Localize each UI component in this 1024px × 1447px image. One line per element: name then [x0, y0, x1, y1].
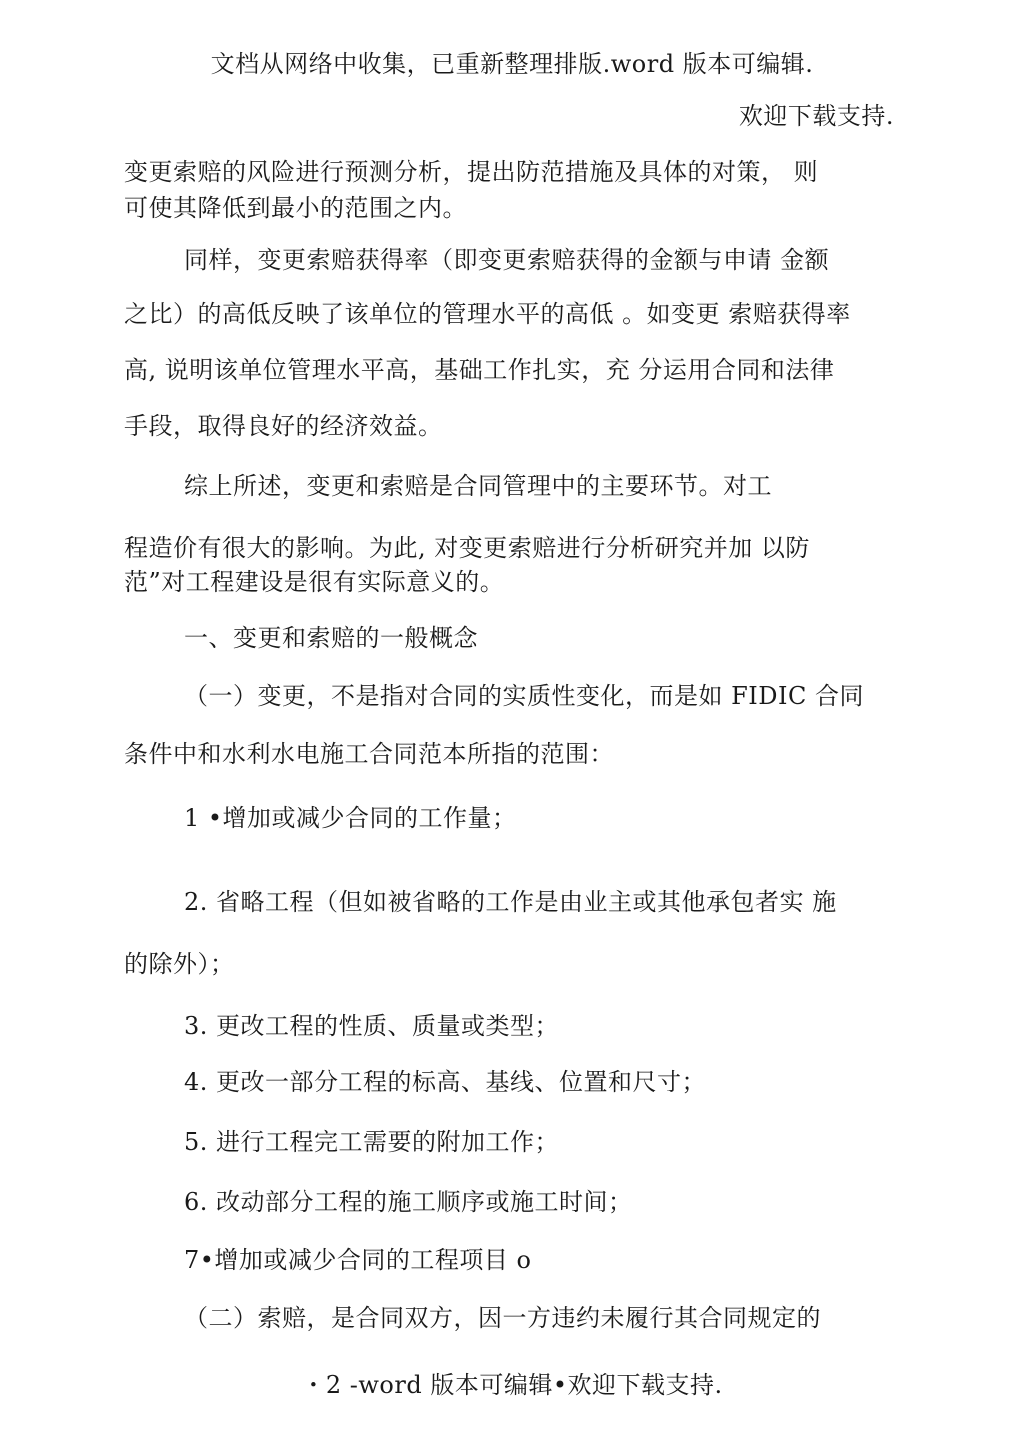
- paragraph-line: 同样，变更索赔获得率（即变更索赔获得的金额与申请 金额: [184, 246, 830, 274]
- paragraph-line: 变更索赔的风险进行预测分析，提出防范措施及具体的对策， 则: [124, 158, 819, 186]
- page-footer: ・2 -word 版本可编辑•欢迎下载支持.: [301, 1371, 723, 1399]
- paragraph-line: 之比）的高低反映了该单位的管理水平的高低 。如变更 索赔获得率: [124, 300, 851, 328]
- list-item: 2. 省略工程（但如被省略的工作是由业主或其他承包者实 施: [184, 888, 837, 916]
- list-item: 4. 更改一部分工程的标高、基线、位置和尺寸；: [184, 1068, 707, 1096]
- paragraph-line: 范”对工程建设是很有实际意义的。: [124, 568, 505, 596]
- list-item: 5. 进行工程完工需要的附加工作；: [184, 1128, 560, 1156]
- paragraph-line: 综上所述，变更和索赔是合同管理中的主要环节。对工: [184, 472, 772, 500]
- paragraph-line: 条件中和水利水电施工合同范本所指的范围：: [124, 740, 614, 768]
- paragraph-line: 程造价有很大的影响。为此, 对变更索赔进行分析研究并加 以防: [124, 534, 810, 562]
- paragraph-line: 手段，取得良好的经济效益。: [124, 412, 443, 440]
- list-item: 1 •增加或减少合同的工作量；: [184, 804, 517, 832]
- list-item-continuation: 的除外）；: [124, 950, 235, 978]
- list-item: 7•增加或减少合同的工程项目 o: [184, 1246, 532, 1274]
- page-header-right: 欢迎下载支持.: [738, 102, 894, 130]
- page-header-top: 文档从网络中收集，已重新整理排版.word 版本可编辑.: [210, 50, 814, 78]
- paragraph-line: （一）变更，不是指对合同的实质性变化，而是如 FIDIC 合同: [184, 682, 864, 710]
- paragraph-line: （二）索赔，是合同双方，因一方违约未履行其合同规定的: [184, 1304, 821, 1332]
- section-heading: 一、变更和索赔的一般概念: [184, 624, 478, 652]
- list-item: 3. 更改工程的性质、质量或类型；: [184, 1012, 560, 1040]
- paragraph-line: 高, 说明该单位管理水平高，基础工作扎实，充 分运用合同和法律: [124, 356, 835, 384]
- paragraph-line: 可使其降低到最小的范围之内。: [124, 194, 467, 222]
- list-item: 6. 改动部分工程的施工顺序或施工时间；: [184, 1188, 633, 1216]
